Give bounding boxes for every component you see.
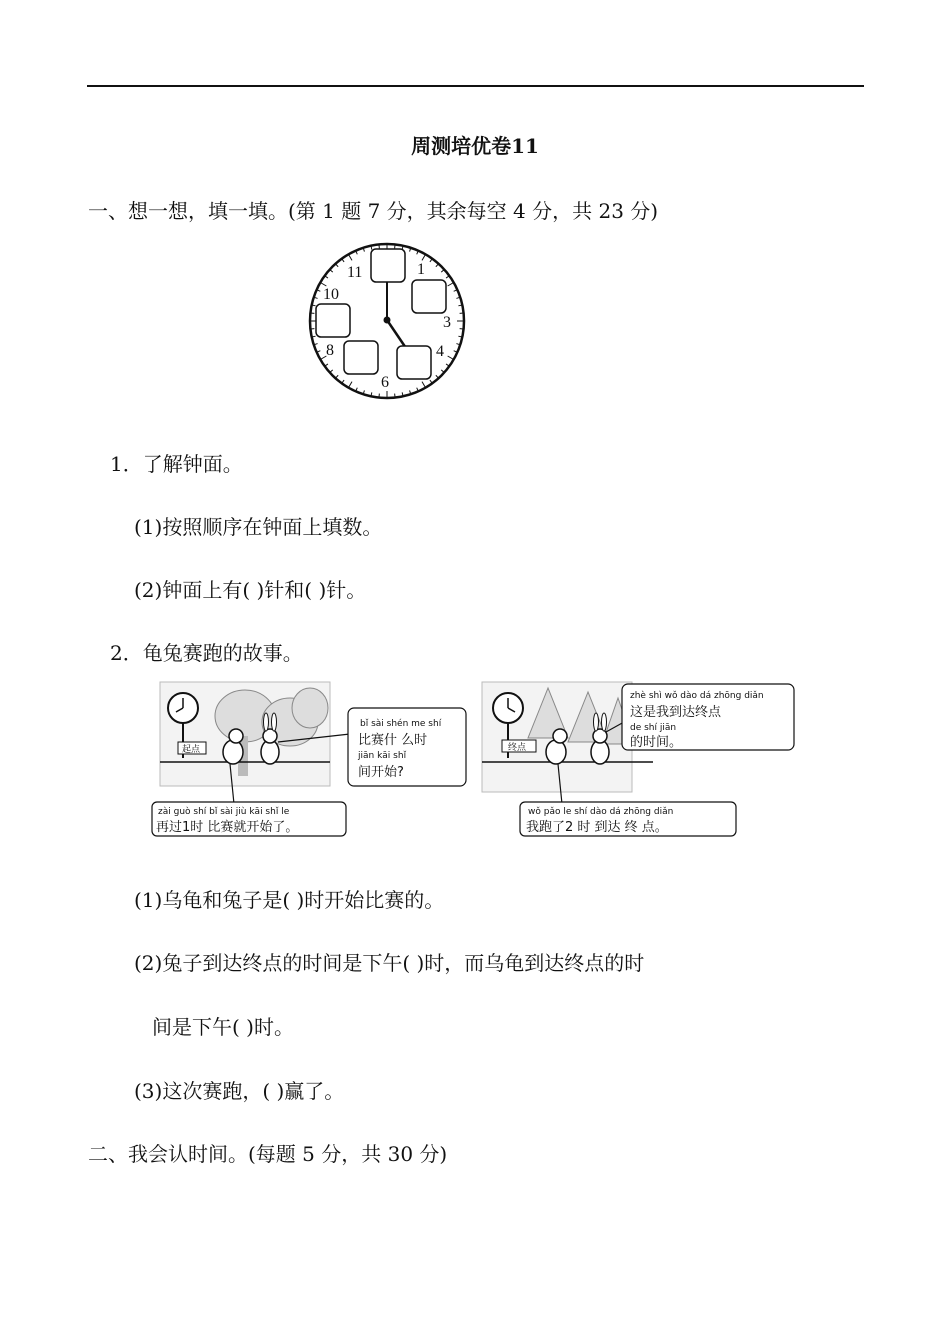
clock-number-4: 4 [436, 343, 444, 360]
caption1-pinyin: zài guò shí bǐ sài jiù kāi shǐ le [158, 807, 290, 817]
clock-number-1: 1 [417, 261, 425, 278]
clock-box-7 [344, 341, 378, 374]
section2-heading: 二、我会认时间。(每题 5 分，共 30 分) [88, 1142, 448, 1166]
clock-number-8: 8 [326, 342, 334, 359]
clock-box-9 [316, 304, 350, 337]
bubble2-line1: 这是我到达终点 [630, 705, 722, 720]
q1-sub2: (2)钟面上有( )针和( )针。 [134, 578, 367, 602]
section1-heading: 一、想一想，填一填。(第 1 题 7 分，其余每空 4 分，共 23 分) [88, 199, 659, 223]
q2-sub2-line2: 间是下午( )时。 [152, 1015, 294, 1039]
q2-label: 2．龟兔赛跑的故事。 [110, 641, 303, 665]
clock-number-6: 6 [381, 374, 389, 391]
story-picture-finish [478, 678, 798, 842]
clock-number-11: 11 [347, 264, 363, 281]
clock-box-2 [412, 280, 446, 313]
story-picture-start [150, 678, 470, 842]
q2-sub3: (3)这次赛跑，( )赢了。 [134, 1079, 345, 1103]
bubble1-line2: 间开始? [358, 765, 404, 780]
start-sign: 起点 [182, 745, 201, 755]
caption1-text: 再过1时 比赛就开始了。 [156, 820, 299, 835]
q2-sub1: (1)乌龟和兔子是( )时开始比赛的。 [134, 888, 445, 912]
q1-sub1: (1)按照顺序在钟面上填数。 [134, 515, 383, 539]
caption2-pinyin: wǒ pǎo le shí dào dá zhōng diǎn [528, 807, 674, 817]
clock-face [306, 240, 468, 402]
clock-tick [448, 356, 454, 360]
clock-box-5 [397, 346, 431, 379]
q1-label: 1．了解钟面。 [110, 452, 243, 476]
page-title: 周测培优卷11 [411, 134, 539, 158]
clock-number-10: 10 [323, 286, 339, 303]
bubble2-pinyin2: de shí jiān [630, 723, 677, 733]
bubble1-pinyin: bǐ sài shén me shí [360, 719, 442, 729]
q2-sub2-line1: (2)兔子到达终点的时间是下午( )时，而乌龟到达终点的时 [134, 951, 645, 975]
caption2-text: 我跑了2 时 到达 终 点。 [526, 820, 668, 835]
bubble1-pinyin2: jiān kāi shǐ [358, 751, 407, 761]
bubble1-line1: 比赛什 么时 [358, 733, 428, 748]
clock-tick [349, 382, 353, 388]
clock-box-12 [371, 249, 405, 282]
finish-sign: 终点 [508, 743, 527, 753]
clock-tick [349, 254, 353, 260]
bubble2-line2: 的时间。 [630, 735, 683, 750]
clock-tick [448, 283, 454, 287]
bubble2-pinyin: zhè shì wǒ dào dá zhōng diǎn [630, 691, 764, 701]
top-rule [87, 85, 864, 87]
clock-tick [422, 254, 426, 260]
clock-tick [422, 382, 426, 388]
clock-number-3: 3 [443, 314, 451, 331]
